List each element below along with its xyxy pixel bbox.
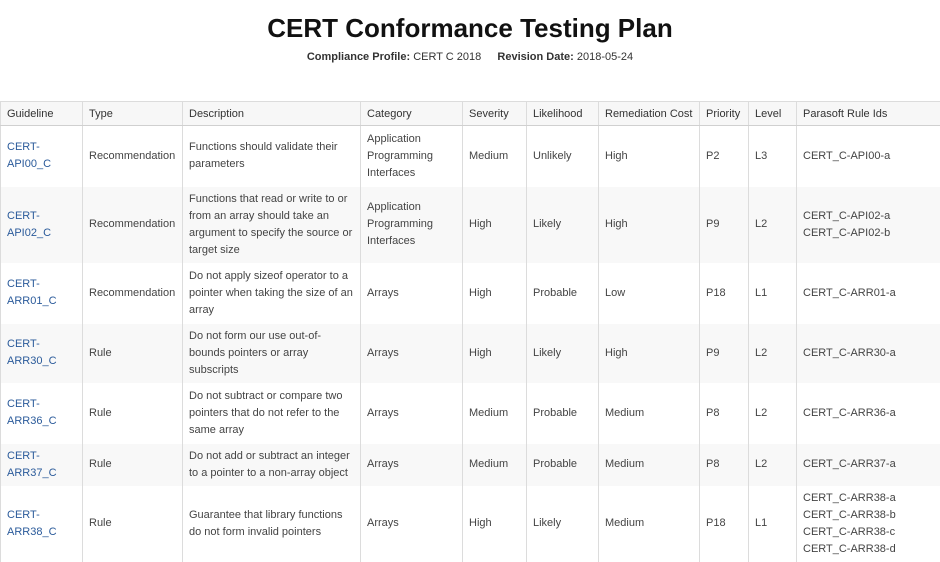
- guideline-cell[interactable]: CERT-ARR30_C: [1, 324, 83, 383]
- description-cell: Do not add or subtract an integer to a pointer to a non-array object: [183, 444, 361, 486]
- rule-id: CERT_C-ARR38-c: [803, 524, 934, 541]
- guidelines-table: [0, 101, 940, 562]
- level-cell: L1: [749, 486, 797, 562]
- rule-ids-cell: [797, 126, 940, 187]
- category-cell: Arrays: [361, 444, 463, 486]
- rule-id: CERT_C-API00-a: [803, 148, 934, 165]
- column-header-guideline[interactable]: Guideline: [1, 102, 83, 126]
- description-cell: Do not subtract or compare two pointers that do not refer to the same array: [183, 383, 361, 444]
- priority-cell: P2: [700, 126, 749, 187]
- guideline-cell[interactable]: CERT-ARR36_C: [1, 383, 83, 444]
- category-cell: Application Programming Interfaces: [361, 126, 463, 187]
- priority-cell: P18: [700, 263, 749, 324]
- likelihood-cell: Probable: [527, 444, 599, 486]
- category-cell: Arrays: [361, 486, 463, 562]
- priority-cell: P8: [700, 444, 749, 486]
- category-cell: Arrays: [361, 263, 463, 324]
- type-cell: Rule: [83, 444, 183, 486]
- severity-cell: Medium: [463, 383, 527, 444]
- remediation-cost-cell: Medium: [599, 383, 700, 444]
- rule-id: CERT_C-ARR38-b: [803, 507, 934, 524]
- rule-ids-cell: [797, 187, 940, 263]
- category-cell: Arrays: [361, 383, 463, 444]
- severity-cell: High: [463, 486, 527, 562]
- revision-label: Revision Date:: [497, 51, 573, 63]
- level-cell: L2: [749, 444, 797, 486]
- rule-id: CERT_C-API02-a: [803, 208, 934, 225]
- likelihood-cell: Probable: [527, 263, 599, 324]
- remediation-cost-cell: Low: [599, 263, 700, 324]
- guideline-cell[interactable]: CERT-ARR38_C: [1, 486, 83, 562]
- type-cell: Rule: [83, 486, 183, 562]
- column-header-likelihood[interactable]: Likelihood: [527, 102, 599, 126]
- remediation-cost-cell: Medium: [599, 444, 700, 486]
- column-header-remediation-cost[interactable]: Remediation Cost: [599, 102, 700, 126]
- level-cell: L2: [749, 187, 797, 263]
- table-row: [1, 444, 940, 486]
- description-cell: Do not apply sizeof operator to a pointer when taking the size of an array: [183, 263, 361, 324]
- level-cell: L1: [749, 263, 797, 324]
- revision-value: 2018-05-24: [577, 51, 633, 63]
- table-row: [1, 126, 940, 187]
- table-header-row: [1, 102, 940, 126]
- report-header: [0, 0, 940, 63]
- type-cell: Recommendation: [83, 263, 183, 324]
- severity-cell: High: [463, 263, 527, 324]
- rule-id: CERT_C-ARR36-a: [803, 405, 934, 422]
- rule-ids-cell: [797, 383, 940, 444]
- column-header-description[interactable]: Description: [183, 102, 361, 126]
- column-header-severity[interactable]: Severity: [463, 102, 527, 126]
- rule-id: CERT_C-ARR01-a: [803, 285, 934, 302]
- column-header-category[interactable]: Category: [361, 102, 463, 126]
- likelihood-cell: Likely: [527, 486, 599, 562]
- guideline-cell[interactable]: CERT-API00_C: [1, 126, 83, 187]
- column-header-level[interactable]: Level: [749, 102, 797, 126]
- column-header-type[interactable]: Type: [83, 102, 183, 126]
- table-row: [1, 187, 940, 263]
- table-row: [1, 383, 940, 444]
- description-cell: Guarantee that library functions do not form invalid pointers: [183, 486, 361, 562]
- priority-cell: P9: [700, 187, 749, 263]
- severity-cell: High: [463, 324, 527, 383]
- priority-cell: P8: [700, 383, 749, 444]
- profile-label: Compliance Profile:: [307, 51, 410, 63]
- priority-cell: P9: [700, 324, 749, 383]
- table-row: [1, 324, 940, 383]
- report-meta: [0, 51, 940, 63]
- category-cell: Application Programming Interfaces: [361, 187, 463, 263]
- level-cell: L2: [749, 383, 797, 444]
- table-row: [1, 486, 940, 562]
- remediation-cost-cell: Medium: [599, 486, 700, 562]
- remediation-cost-cell: High: [599, 187, 700, 263]
- rule-ids-cell: [797, 324, 940, 383]
- category-cell: Arrays: [361, 324, 463, 383]
- remediation-cost-cell: High: [599, 324, 700, 383]
- page-title: CERT Conformance Testing Plan: [0, 0, 940, 44]
- severity-cell: Medium: [463, 444, 527, 486]
- column-header-priority[interactable]: Priority: [700, 102, 749, 126]
- rule-ids-cell: [797, 444, 940, 486]
- remediation-cost-cell: High: [599, 126, 700, 187]
- rule-ids-cell: [797, 263, 940, 324]
- level-cell: L3: [749, 126, 797, 187]
- description-cell: Functions should validate their parameters: [183, 126, 361, 187]
- rule-id: CERT_C-ARR37-a: [803, 456, 934, 473]
- rule-id: CERT_C-ARR38-d: [803, 541, 934, 558]
- type-cell: Rule: [83, 383, 183, 444]
- likelihood-cell: Likely: [527, 187, 599, 263]
- guideline-cell[interactable]: CERT-ARR37_C: [1, 444, 83, 486]
- guideline-cell[interactable]: CERT-API02_C: [1, 187, 83, 263]
- rule-ids-cell: [797, 486, 940, 562]
- priority-cell: P18: [700, 486, 749, 562]
- column-header-rule-ids[interactable]: Parasoft Rule Ids: [797, 102, 940, 126]
- guideline-cell[interactable]: CERT-ARR01_C: [1, 263, 83, 324]
- severity-cell: Medium: [463, 126, 527, 187]
- description-cell: Do not form our use out-of-bounds pointers or array subscripts: [183, 324, 361, 383]
- likelihood-cell: Unlikely: [527, 126, 599, 187]
- description-cell: Functions that read or write to or from an array should take an argument to specify the source or target size: [183, 187, 361, 263]
- type-cell: Recommendation: [83, 187, 183, 263]
- level-cell: L2: [749, 324, 797, 383]
- rule-id: CERT_C-API02-b: [803, 225, 934, 242]
- table-row: [1, 263, 940, 324]
- type-cell: Recommendation: [83, 126, 183, 187]
- type-cell: Rule: [83, 324, 183, 383]
- likelihood-cell: Probable: [527, 383, 599, 444]
- severity-cell: High: [463, 187, 527, 263]
- rule-id: CERT_C-ARR38-a: [803, 490, 934, 507]
- rule-id: CERT_C-ARR30-a: [803, 345, 934, 362]
- profile-value: CERT C 2018: [413, 51, 481, 63]
- likelihood-cell: Likely: [527, 324, 599, 383]
